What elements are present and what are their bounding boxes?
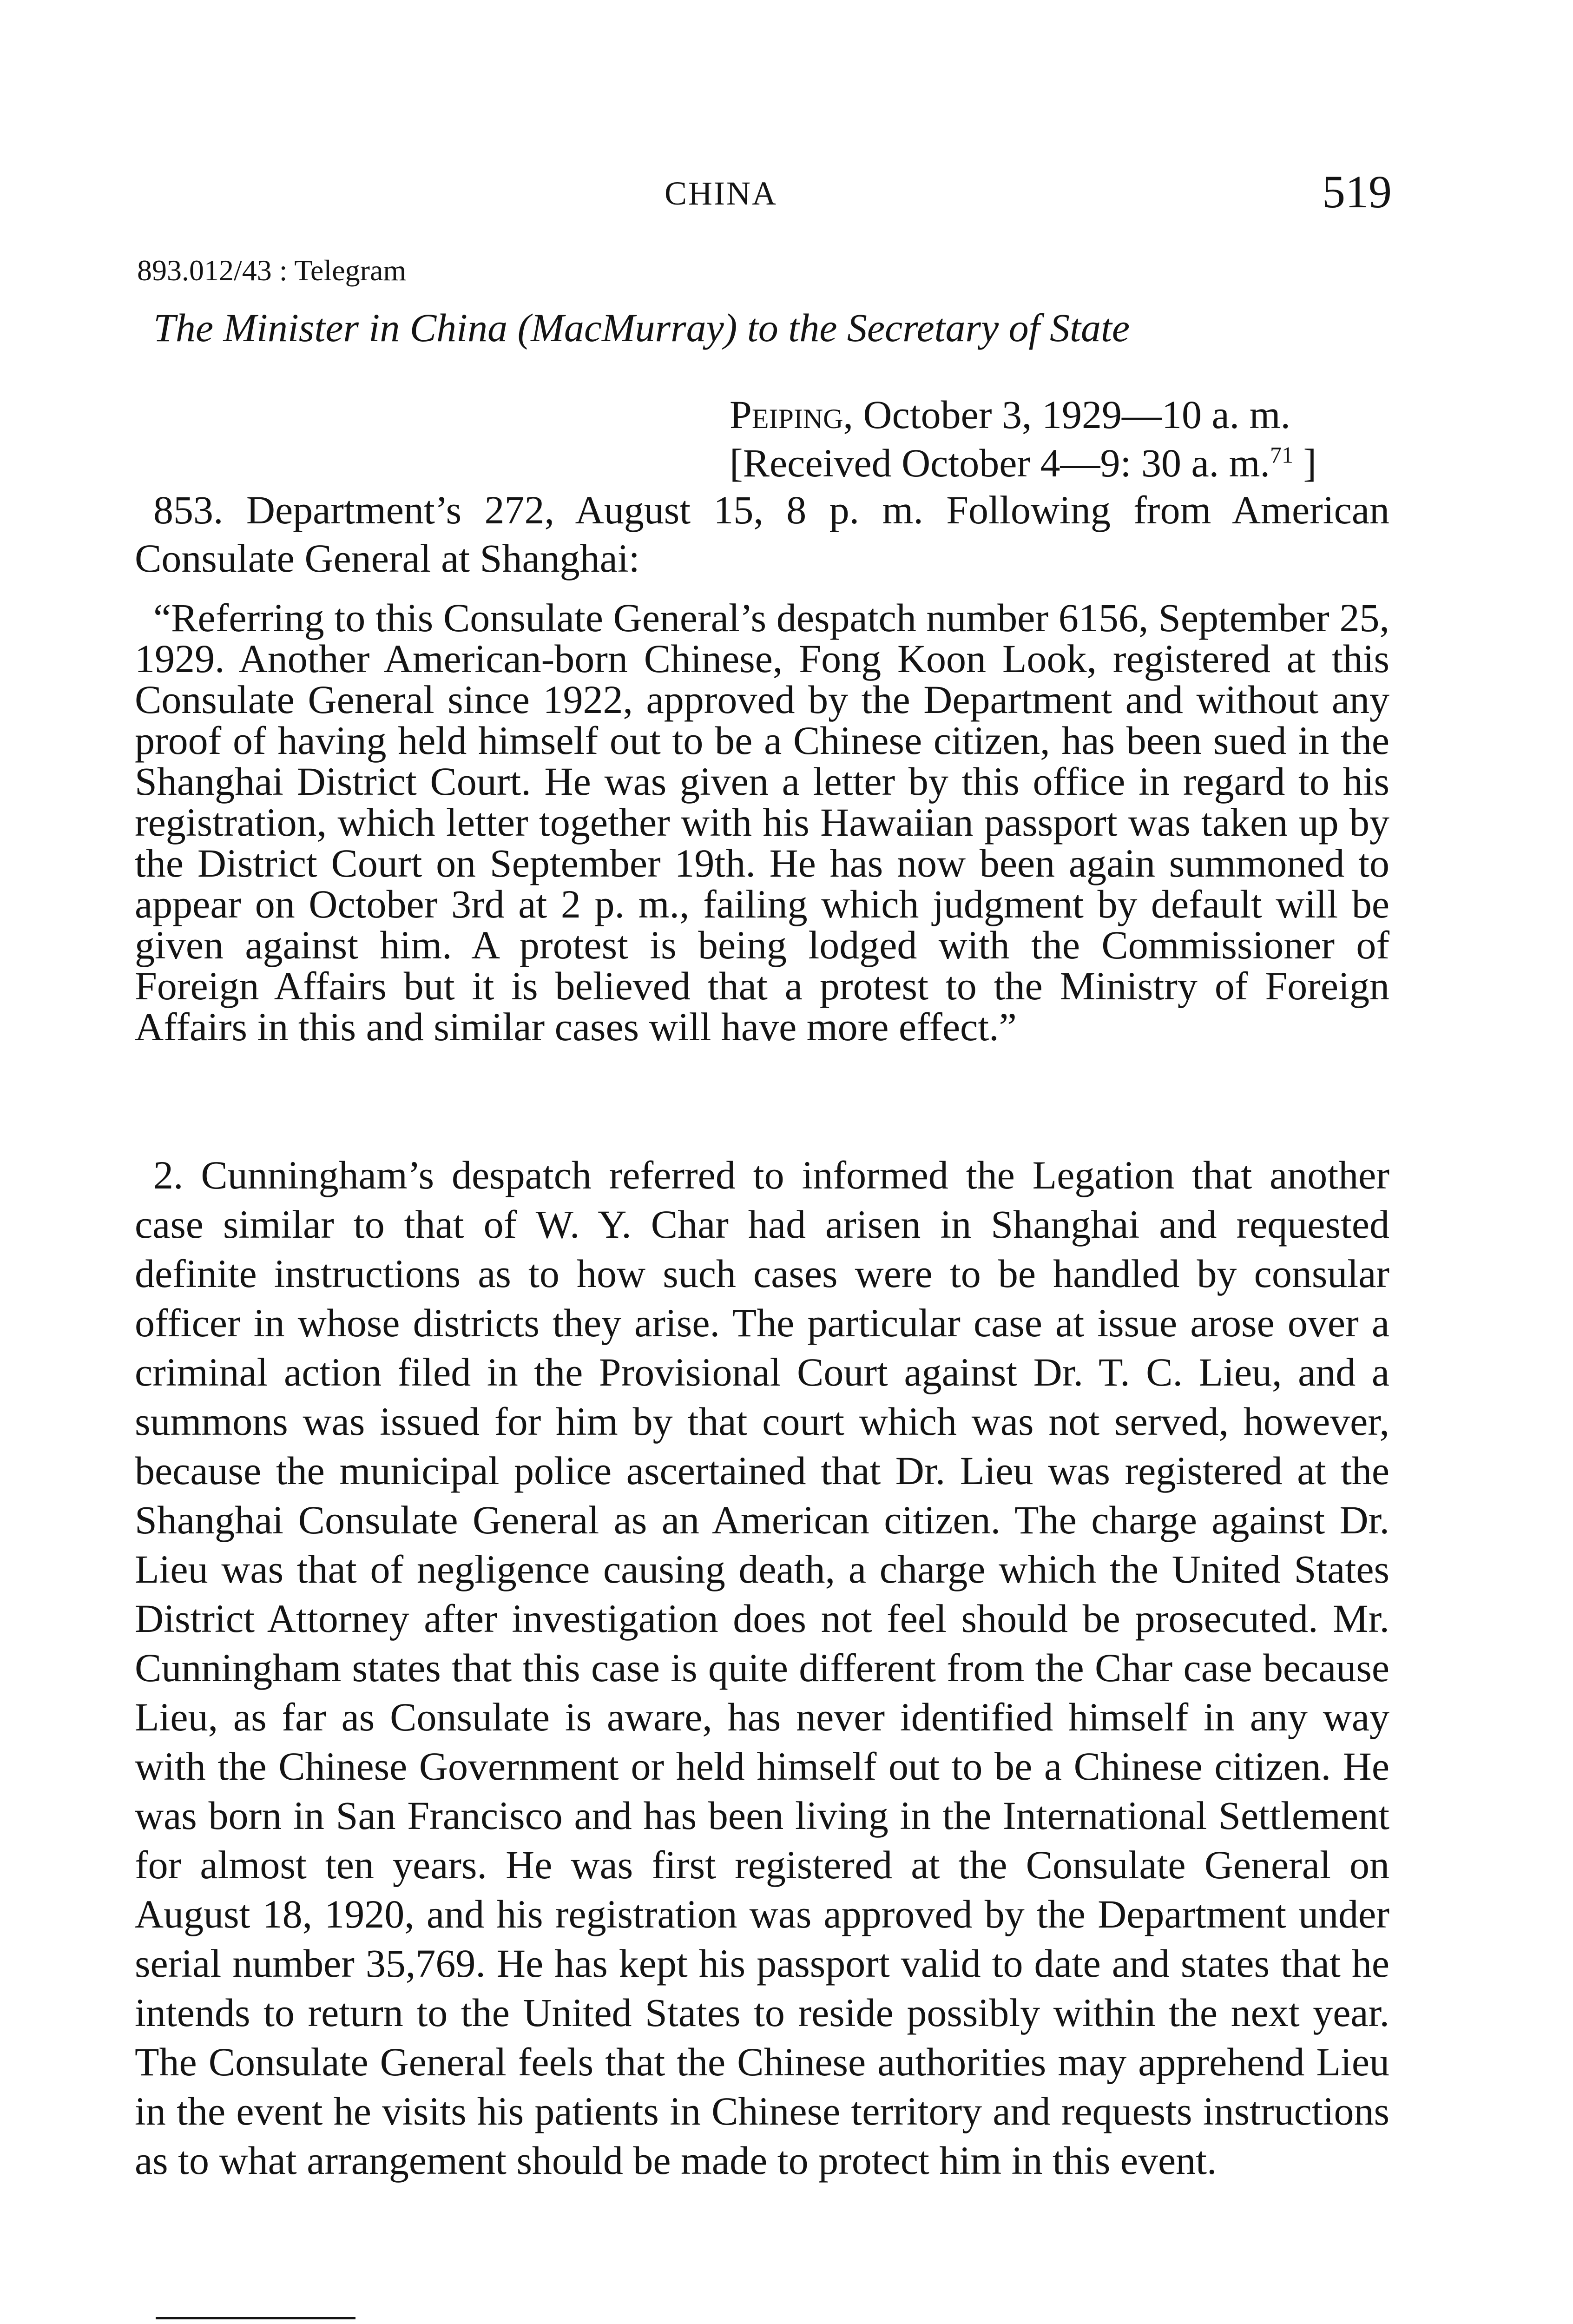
sent-time: , October 3, 1929—10 a. m. [843, 392, 1291, 437]
footnote-ref-marker: 71 [1270, 442, 1294, 468]
received-time: [Received October 4—9: 30 a. m. [730, 441, 1270, 485]
footnote-divider [156, 2317, 355, 2319]
received-line [730, 439, 1316, 487]
sent-line [730, 390, 1316, 439]
page-number: 519 [1322, 166, 1392, 218]
received-close: ] [1293, 441, 1317, 485]
running-head [0, 166, 1573, 225]
running-title: CHINA [665, 175, 777, 212]
document-title: The Minister in China (MacMurray) to the Secretary of State [153, 305, 1130, 350]
quoted-message: “Referring to this Consulate General’s despatch number 6156, September 25, 1929. Another American-born Chinese, Fong Koon Look, registered at this Consulate General since 1922, approved by the Department and without any proof of having held himself out to be a Chinese citizen, has been sued in the Shanghai District Court. He was given a letter by this office in regard to his registration, which letter together with his Hawaiian passport was taken up by the District Court on September 19th. He has now been again summoned to appear on October 3rd at 2 p. m., failing which judgment by default will be given against him. A protest is being lodged with the Commissioner of Foreign Affairs but it is believed that a protest to the Ministry of Foreign Affairs in this and similar cases will have more effect.” [135, 595, 1389, 1049]
file-reference: 893.012/43 : Telegram [137, 254, 407, 287]
place-name: Peiping [730, 392, 843, 437]
opening-paragraph: 853. Department’s 272, August 15, 8 p. m. Following from American Consulate General at Shanghai: [135, 488, 1389, 581]
dateline [730, 390, 1316, 487]
paragraph-2: 2. Cunningham’s despatch referred to informed the Legation that another case similar to that of W. Y. Char had arisen in Shanghai and requested definite instructions as to how such cases were to be handled by consular officer in whose districts they arise. The particular case at issue arose over a criminal action filed in the Provisional Court against Dr. T. C. Lieu, and a summons was issued for him by that court which was not served, however, because the municipal police ascertained that Dr. Lieu was registered at the Shanghai Consulate General as an American citizen. The charge against Dr. Lieu was that of negligence causing death, a charge which the United States District Attorney after investigation does not feel should be prosecuted. Mr. Cunningham states that this case is quite different from the Char case because Lieu, as far as Consulate is aware, has never identified himself in any way with the Chinese Government or held himself out to be a Chinese citizen. He was born in San Francisco and has been living in the International Settlement for almost ten years. He was first registered at the Consulate General on August 18, 1920, and his registration was approved by the Department under serial number 35,769. He has kept his passport valid to date and states that he intends to return to the United States to reside possibly within the next year. The Consulate General feels that the Chinese authorities may apprehend Lieu in the event he visits his patients in Chinese territory and requests instructions as to what arrangement should be made to protect him in this event. [135, 1153, 1389, 2183]
